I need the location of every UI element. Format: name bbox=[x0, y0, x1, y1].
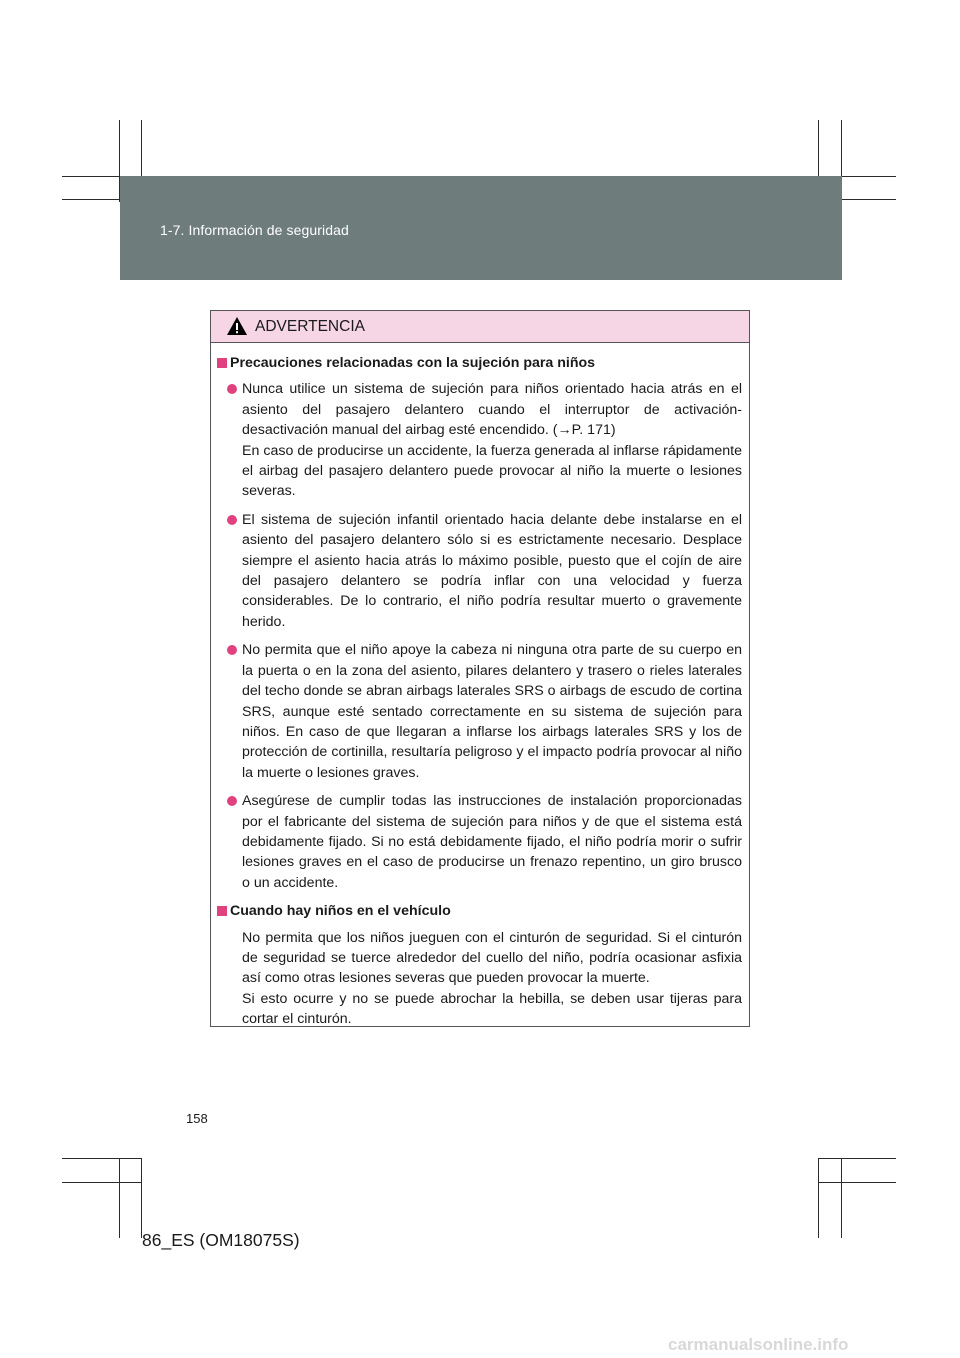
warning-box bbox=[210, 310, 750, 1027]
square-bullet-icon bbox=[217, 358, 227, 368]
watermark: carmanualsonline.info bbox=[668, 1335, 849, 1354]
warning-item bbox=[217, 379, 742, 501]
crop-mark bbox=[818, 1158, 819, 1238]
warning-item-text: Asegúrese de cumplir todas las instrucciones de instalación proporcionadas por el fabricante del sistema de sujeción para niños y de que el sistema está debidamente fijado. Si no está debidamente fijado, el niño podría morir o sufrir lesiones graves en el caso de producirse un frenazo repentino, un giro brusco o un accidente. bbox=[242, 793, 742, 891]
crop-mark bbox=[62, 1158, 142, 1159]
section-header-band bbox=[120, 176, 842, 280]
warning-item bbox=[217, 640, 742, 783]
warning-paragraph bbox=[217, 928, 742, 1030]
warning-item-text: No permita que el niño apoye la cabeza ni ninguna otra parte de su cuerpo en la puerta o en la zona del asiento, pilares delantero y trasero o rieles laterales del techo donde se abran airbags laterales SRS o airbags de escudo de cortina SRS, aunque esté sentado correctamente en su sistema de sujeción para niños. En caso de que llegaran a inflarse los airbags laterales SRS y los de protección de cortinilla, resultaría peligroso y el impacto podría provocar al niño la muerte o lesiones graves. bbox=[242, 642, 742, 781]
section-heading-text: Cuando hay niños en el vehículo bbox=[230, 903, 451, 920]
warning-body bbox=[211, 343, 749, 1030]
warning-paragraph-text: No permita que los niños jueguen con el cinturón de seguridad. Si el cinturón de seguridad se tuerce alrededor del cuello del niño, podría ocasionar asfixia así como otras lesiones severas que pueden provocar la muerte. bbox=[242, 929, 742, 987]
circle-bullet-icon bbox=[227, 645, 237, 655]
warning-item bbox=[217, 791, 742, 893]
crop-mark bbox=[818, 1158, 896, 1159]
warning-item bbox=[217, 510, 742, 632]
warning-item-text: Nunca utilice un sistema de sujeción para niños orientado hacia atrás en el asiento del pasajero delantero cuando el interruptor de activación-desactivación manual del airbag esté encendido. (→P. 171) bbox=[242, 381, 742, 439]
warning-header bbox=[211, 311, 749, 343]
warning-item-text: En caso de producirse un accidente, la fuerza generada al inflarse rápidamente el airbag del pasajero delantero puede provocar al niño la muerte o lesiones severas. bbox=[242, 442, 742, 500]
section-heading bbox=[217, 901, 742, 921]
crop-mark bbox=[141, 1158, 142, 1238]
section-heading-text: Precauciones relacionadas con la sujeción para niños bbox=[230, 355, 596, 371]
warning-item-text: El sistema de sujeción infantil orientado hacia delante debe instalarse en el asiento del pasajero delantero sólo si es estrictamente necesario. Desplace siempre el asiento hacia atrás lo máximo posible, puesto que el cojín de aire del pasajero delantero se podría inflar con una velocidad y fuerza considerables. De lo contrario, el niño podría resultar muerto o gravemente herido. bbox=[242, 511, 742, 630]
crop-mark bbox=[818, 1182, 896, 1183]
circle-bullet-icon bbox=[227, 515, 237, 525]
warning-triangle-icon bbox=[226, 316, 248, 336]
crop-mark bbox=[119, 1158, 120, 1238]
circle-bullet-icon bbox=[227, 796, 237, 806]
section-title: 1-7. Información de seguridad bbox=[160, 222, 349, 238]
page-number: 158 bbox=[186, 1111, 208, 1126]
crop-mark bbox=[62, 1182, 142, 1183]
square-bullet-icon bbox=[217, 906, 227, 916]
section-heading bbox=[217, 353, 742, 373]
document-code: 86_ES (OM18075S) bbox=[142, 1230, 300, 1250]
warning-paragraph-text: Si esto ocurre y no se puede abrochar la hebilla, se deben usar tijeras para cortar el cinturón. bbox=[242, 990, 742, 1028]
crop-mark bbox=[841, 1158, 842, 1238]
circle-bullet-icon bbox=[227, 384, 237, 394]
warning-title: ADVERTENCIA bbox=[255, 318, 365, 335]
